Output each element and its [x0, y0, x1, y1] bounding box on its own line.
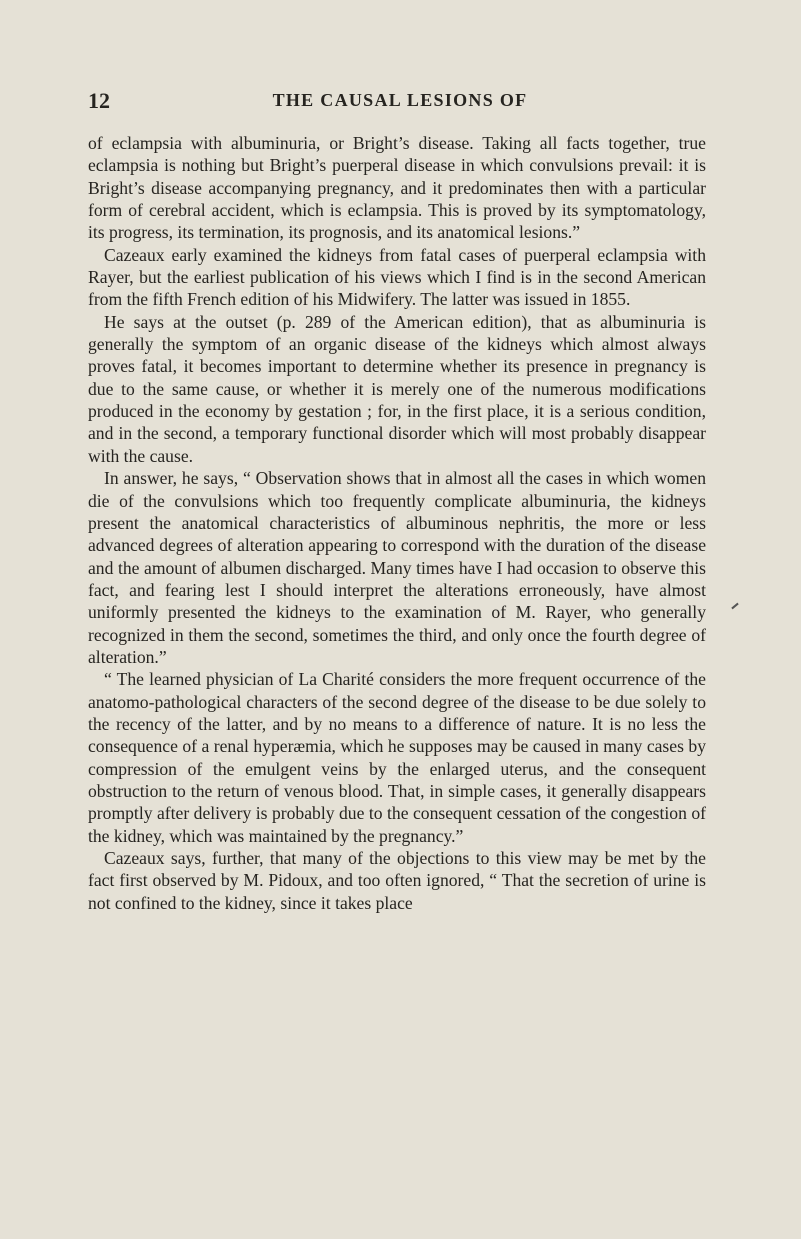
paragraph: Cazeaux says, further, that many of the objections to this view may be met by the fact first observed by M. Pidoux, and too often ignored, “ That the secretion of urine is not confined to the kidney, since it takes place: [88, 848, 706, 913]
paragraph-continued: of eclampsia with albuminuria, or Bright’s disease. Taking all facts together, true eclampsia is nothing but Bright’s puerperal disease in which convulsions prevail: it is Bright’s disease accompanying pregnancy, and it predominates then with a particular form of cerebral accident, which is eclampsia. This is proved by its symptomatology, its progress, its termination, its prognosis, and its anatomical lesions.”: [88, 133, 706, 243]
margin-mark: [731, 603, 738, 610]
paragraph: “ The learned physician of La Charité considers the more frequent occurrence of the anatomo-pathological characters of the second degree of the disease to be due solely to the recency of the latter, and by no means to a difference of nature. It is no less the consequence of a renal hyperæmia, which he supposes may be caused in many cases by compression of the emulgent veins by the enlarged uterus, and the consequent obstruction to the return of venous blood. That, in simple cases, it generally disappears promptly after delivery is probably due to the consequent cessation of the congestion of the kidney, which was maintained by the pregnancy.”: [88, 669, 706, 846]
paragraph: In answer, he says, “ Observation shows that in almost all the cases in which women die of the convulsions which too frequently complicate albuminuria, the kidneys present the anatomical characteristics of albuminous nephritis, the more or less advanced degrees of alteration appearing to correspond with the duration of the disease and the amount of albumen discharged. Many times have I had occasion to observe this fact, and fearing lest I should interpret the alterations erroneously, have almost uniformly presented the kidneys to the examination of M. Rayer, who generally recognized in them the second, sometimes the third, and only once the fourth degree of alteration.”: [88, 468, 706, 667]
page-number: 12: [88, 88, 110, 113]
paragraph: Cazeaux early examined the kidneys from fatal cases of puerperal eclampsia with Rayer, but the earliest publication of his views which I find is in the second American from the fifth French edition of his Midwifery. The latter was issued in 1855.: [88, 244, 706, 310]
page-header: [80, 88, 720, 114]
paragraph: He says at the outset (p. 289 of the American edition), that as albuminuria is generally the symptom of an organic disease of the kidneys which almost always proves fatal, it becomes important to determine whether its presence in pregnancy is due to the same cause, or whether it is merely one of the numerous modifications produced in the economy by gestation ; for, in the first place, it is a serious condition, and in the second, a temporary functional disorder which will most probably disappear with the cause.: [88, 311, 706, 466]
body-text: [88, 132, 706, 914]
running-head: THE CAUSAL LESIONS OF: [272, 90, 528, 110]
